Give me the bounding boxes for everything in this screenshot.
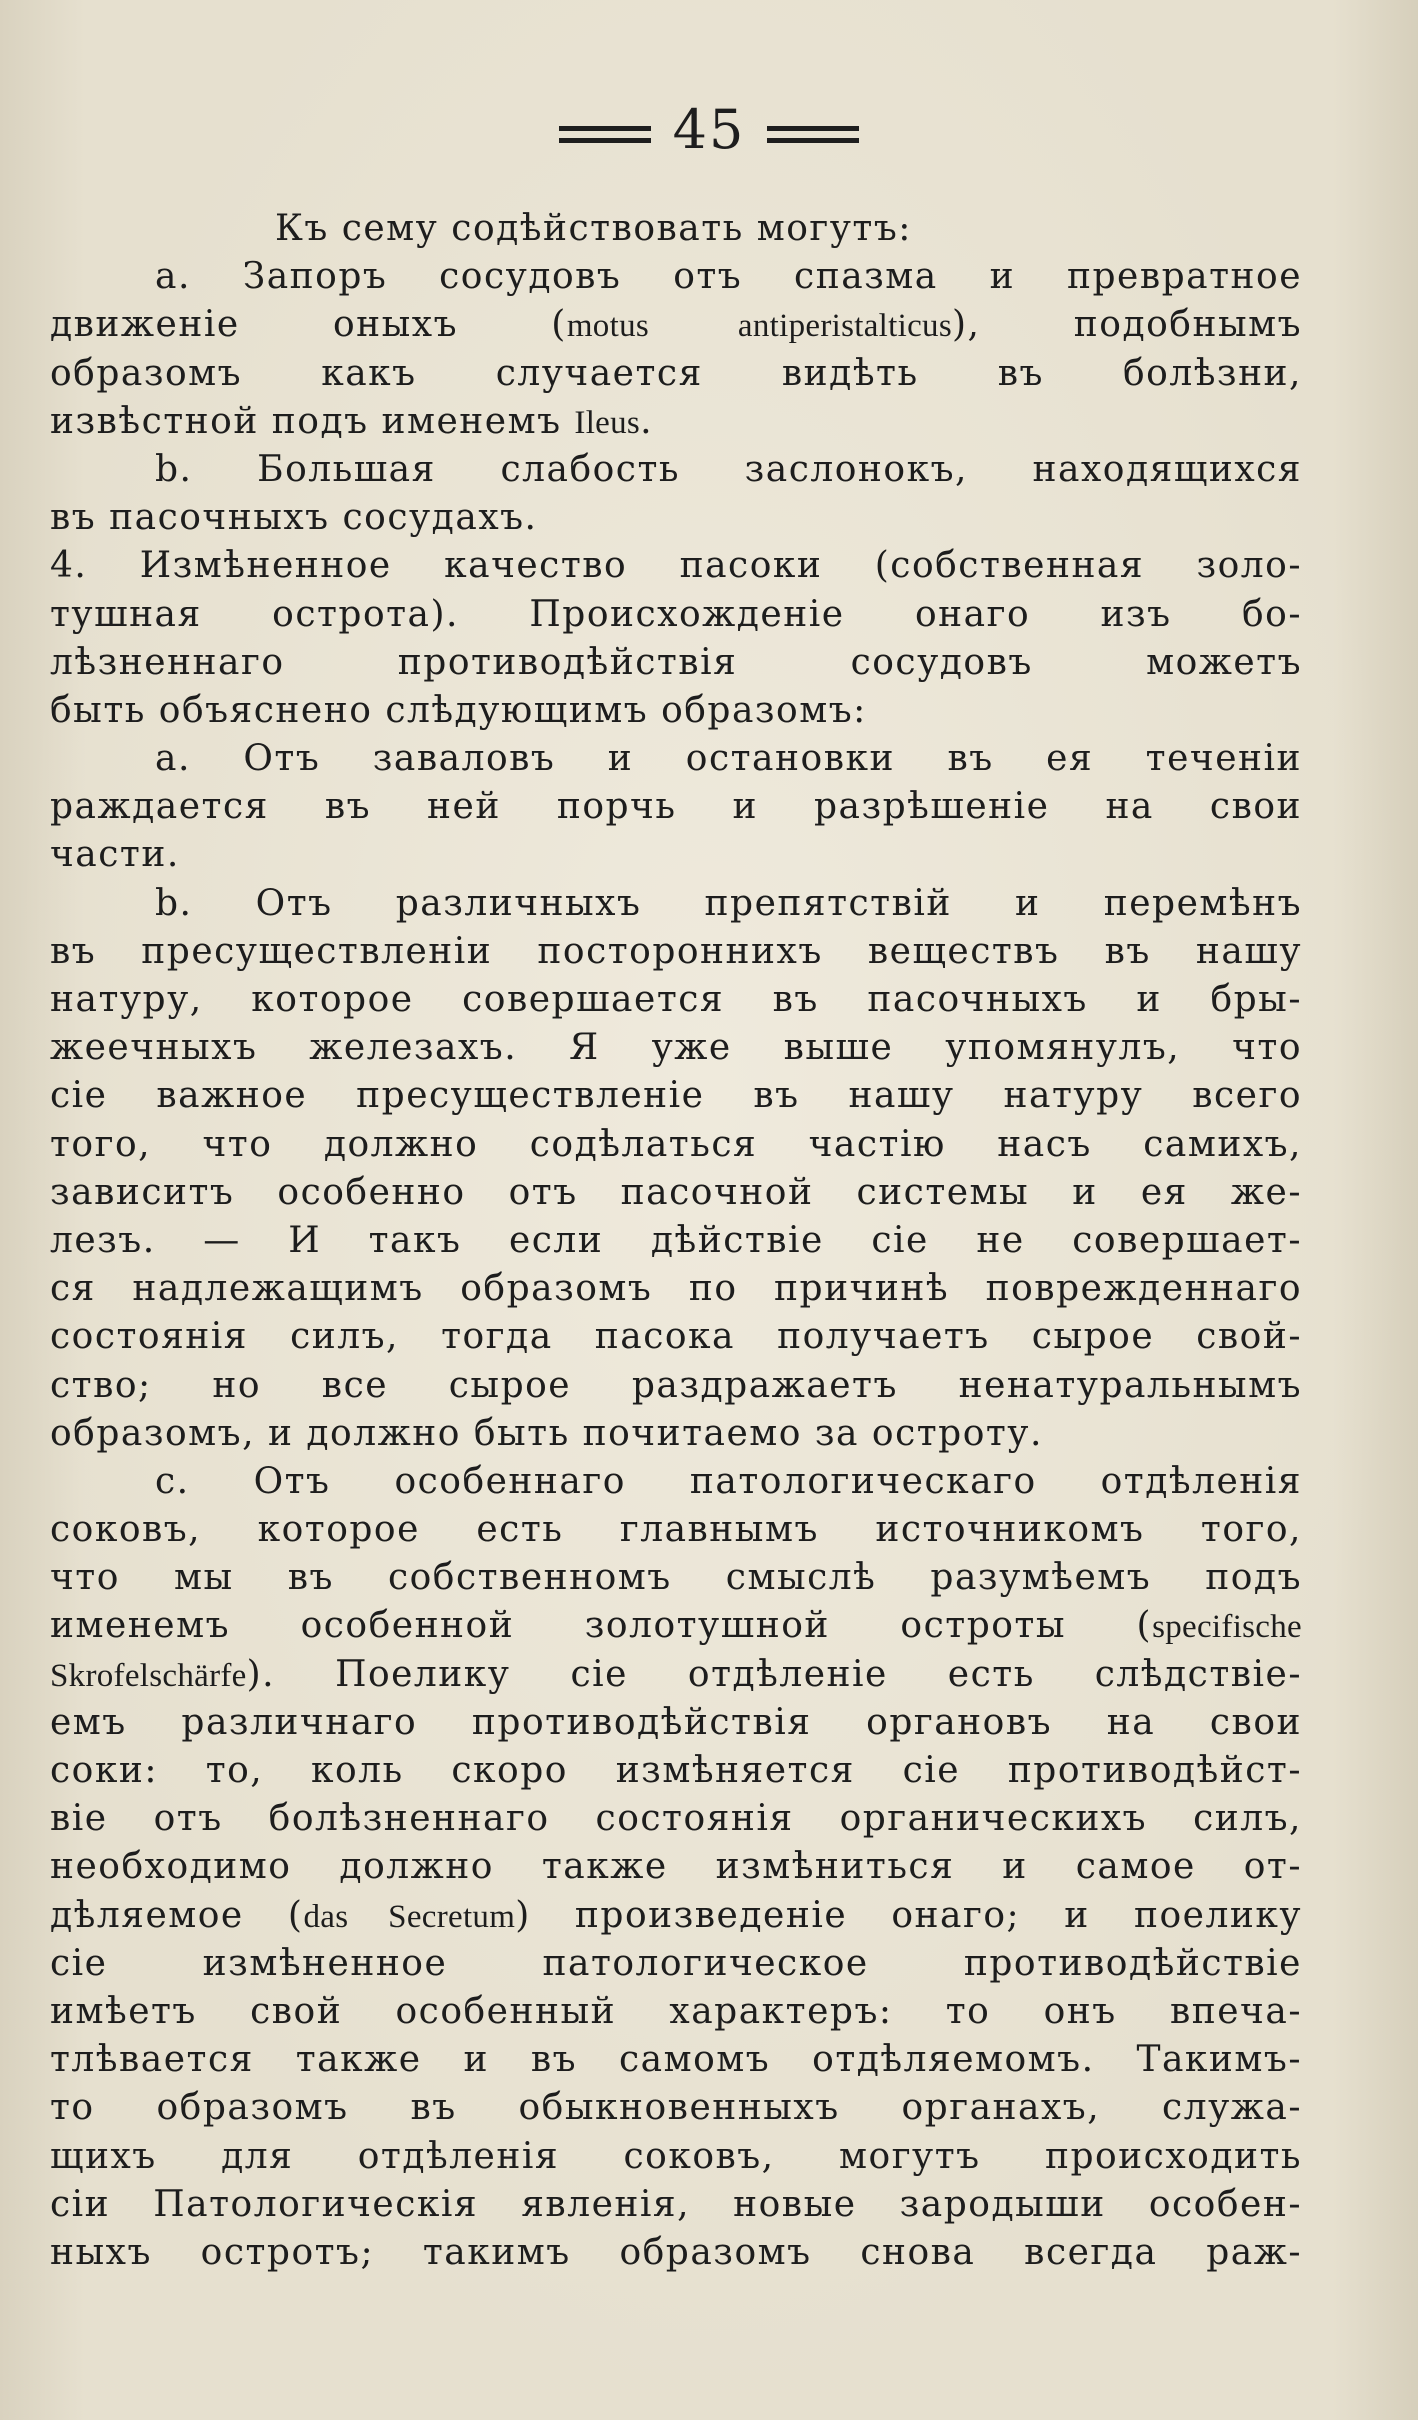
header-rule-right [767,126,859,143]
text-segment: дѣляемое ( [50,1894,304,1936]
latin-term: motus antiperistalticus [566,308,952,345]
text-segment: соковъ, которое есть главнымъ источникомъ того, [50,1509,1302,1551]
latin-term: Skrofelschärfe [50,1657,247,1694]
text-line [50,301,1302,349]
text-line [50,1506,1302,1554]
text-line [50,1940,1302,1988]
text-line [50,1699,1302,1747]
text-segment: образомъ, и должно быть почитаемо за остроту. [50,1412,1043,1454]
text-line [50,1795,1302,1843]
text-segment: того, что должно содѣлаться частію насъ самихъ, [50,1123,1302,1165]
text-line [50,1843,1302,1891]
text-line [50,928,1302,976]
text-line [50,735,1302,783]
text-segment: ), подобнымъ [951,304,1303,346]
text-line [50,1892,1302,1940]
text-segment: сіи Патологическія явленія, новые зародыши особен- [50,2183,1302,2225]
text-segment: ство; но все сырое раздражаетъ ненатуральнымъ [50,1364,1302,1406]
text-segment: въ пасочныхъ сосудахъ. [50,497,538,539]
text-segment: . [640,400,654,442]
text-segment: a. Запоръ сосудовъ отъ спазма и превратное [155,256,1302,298]
text-line [50,831,1302,879]
text-line [50,1265,1302,1313]
text-line [50,1988,1302,2036]
text-segment: что мы въ собственномъ смыслѣ разумѣемъ подъ [50,1557,1302,1599]
text-line [50,350,1302,398]
text-segment: віе отъ болѣзненнаго состоянія органическихъ силъ, [50,1798,1302,1840]
text-segment: c. Отъ особеннаго патологическаго отдѣленія [155,1460,1302,1502]
text-line [50,253,1302,301]
text-segment: то образомъ въ обыкновенныхъ органахъ, служа- [50,2087,1302,2129]
text-line [50,205,1302,253]
text-line [50,1410,1302,1458]
text-line [50,1121,1302,1169]
text-segment: натуру, которое совершается въ пасочныхъ и бры- [50,979,1302,1020]
text-segment: извѣстной подъ именемъ [50,400,575,442]
text-segment: 4. Измѣненное качество пасоки (собственная золо- [50,545,1302,587]
text-segment: лѣзненнаго противодѣйствія сосудовъ можетъ [50,641,1302,683]
text-line [50,2036,1302,2084]
text-segment: сіе измѣненное патологическое противодѣйствіе [50,1942,1302,1984]
text-segment: части. [50,834,180,876]
body-text [50,205,1302,2277]
text-segment: тлѣвается также и въ самомъ отдѣляемомъ. Такимъ- [50,2039,1302,2081]
text-segment: зависитъ особенно отъ пасочной системы и ея же- [50,1171,1302,1213]
text-line [50,591,1302,639]
text-segment: b. Большая слабость заслонокъ, находящихся [155,448,1302,490]
text-segment: имѣетъ свой особенный характеръ: то онъ впеча- [50,1990,1302,2032]
text-line [50,880,1302,928]
text-segment: въ пресуществленіи постороннихъ веществъ въ нашу [50,930,1302,972]
text-line [50,2181,1302,2229]
text-line [50,783,1302,831]
text-segment: состоянія силъ, тогда пасока получаетъ сырое свой- [50,1316,1302,1358]
text-line [50,1651,1302,1699]
text-segment: раждается въ ней порчь и разрѣшеніе на свои [50,786,1302,828]
text-line [50,2084,1302,2132]
text-segment: тушная острота). Происхожденіе онаго изъ бо- [50,593,1302,635]
text-segment: ся надлежащимъ образомъ по причинѣ поврежденнаго [50,1268,1302,1310]
text-segment: образомъ какъ случается видѣть въ болѣзни, [50,352,1302,394]
text-segment: ). Поелику сіе отдѣленіе есть слѣдствіе- [246,1653,1302,1695]
text-line [50,687,1302,735]
latin-term: Ileus [574,404,641,441]
text-line [50,1072,1302,1120]
text-segment: Къ сему содѣйствовать могутъ: [275,208,912,249]
text-segment: соки: то, коль скоро измѣняется сіе противодѣйст- [50,1750,1302,1791]
text-segment: жеечныхъ железахъ. Я уже выше упомянулъ, что [50,1027,1302,1069]
text-segment: сіе важное пресуществленіе въ нашу натуру всего [50,1075,1302,1117]
text-line [50,1217,1302,1265]
text-line [50,494,1302,542]
text-segment: необходимо должно также измѣниться и самое от- [50,1846,1302,1888]
text-line [50,1554,1302,1602]
text-line [50,1362,1302,1410]
text-line [50,639,1302,687]
text-segment: ныхъ остротъ; такимъ образомъ снова всегда раж- [50,2231,1302,2273]
latin-term: specifische [1152,1609,1302,1646]
text-line [50,1169,1302,1217]
page-number: 45 [672,98,746,161]
text-line [50,1024,1302,1072]
text-line [50,1747,1302,1795]
text-line [50,2133,1302,2181]
text-line [50,976,1302,1024]
text-segment: лезъ. — И такъ если дѣйствіе сіе не совершает- [50,1219,1302,1261]
header-rule-left [559,126,651,143]
text-line [50,1458,1302,1506]
page-header [0,98,1418,161]
text-line [50,1602,1302,1650]
text-segment: ) произведеніе онаго; и поелику [515,1894,1303,1936]
text-segment: быть объяснено слѣдующимъ образомъ: [50,689,867,731]
text-segment: емъ различнаго противодѣйствія органовъ на свои [50,1701,1302,1743]
text-segment: b. Отъ различныхъ препятствій и перемѣнъ [155,882,1302,924]
text-segment: движеніе оныхъ ( [50,304,567,346]
text-segment: a. Отъ заваловъ и остановки въ ея теченіи [155,738,1302,780]
text-line [50,446,1302,494]
text-segment: щихъ для отдѣленія соковъ, могутъ происходить [50,2135,1302,2177]
text-line [50,542,1302,590]
latin-term: das Secretum [303,1898,516,1935]
text-line [50,398,1302,446]
text-segment: именемъ особенной золотушной остроты ( [50,1605,1153,1647]
text-line [50,2229,1302,2277]
text-line [50,1313,1302,1361]
